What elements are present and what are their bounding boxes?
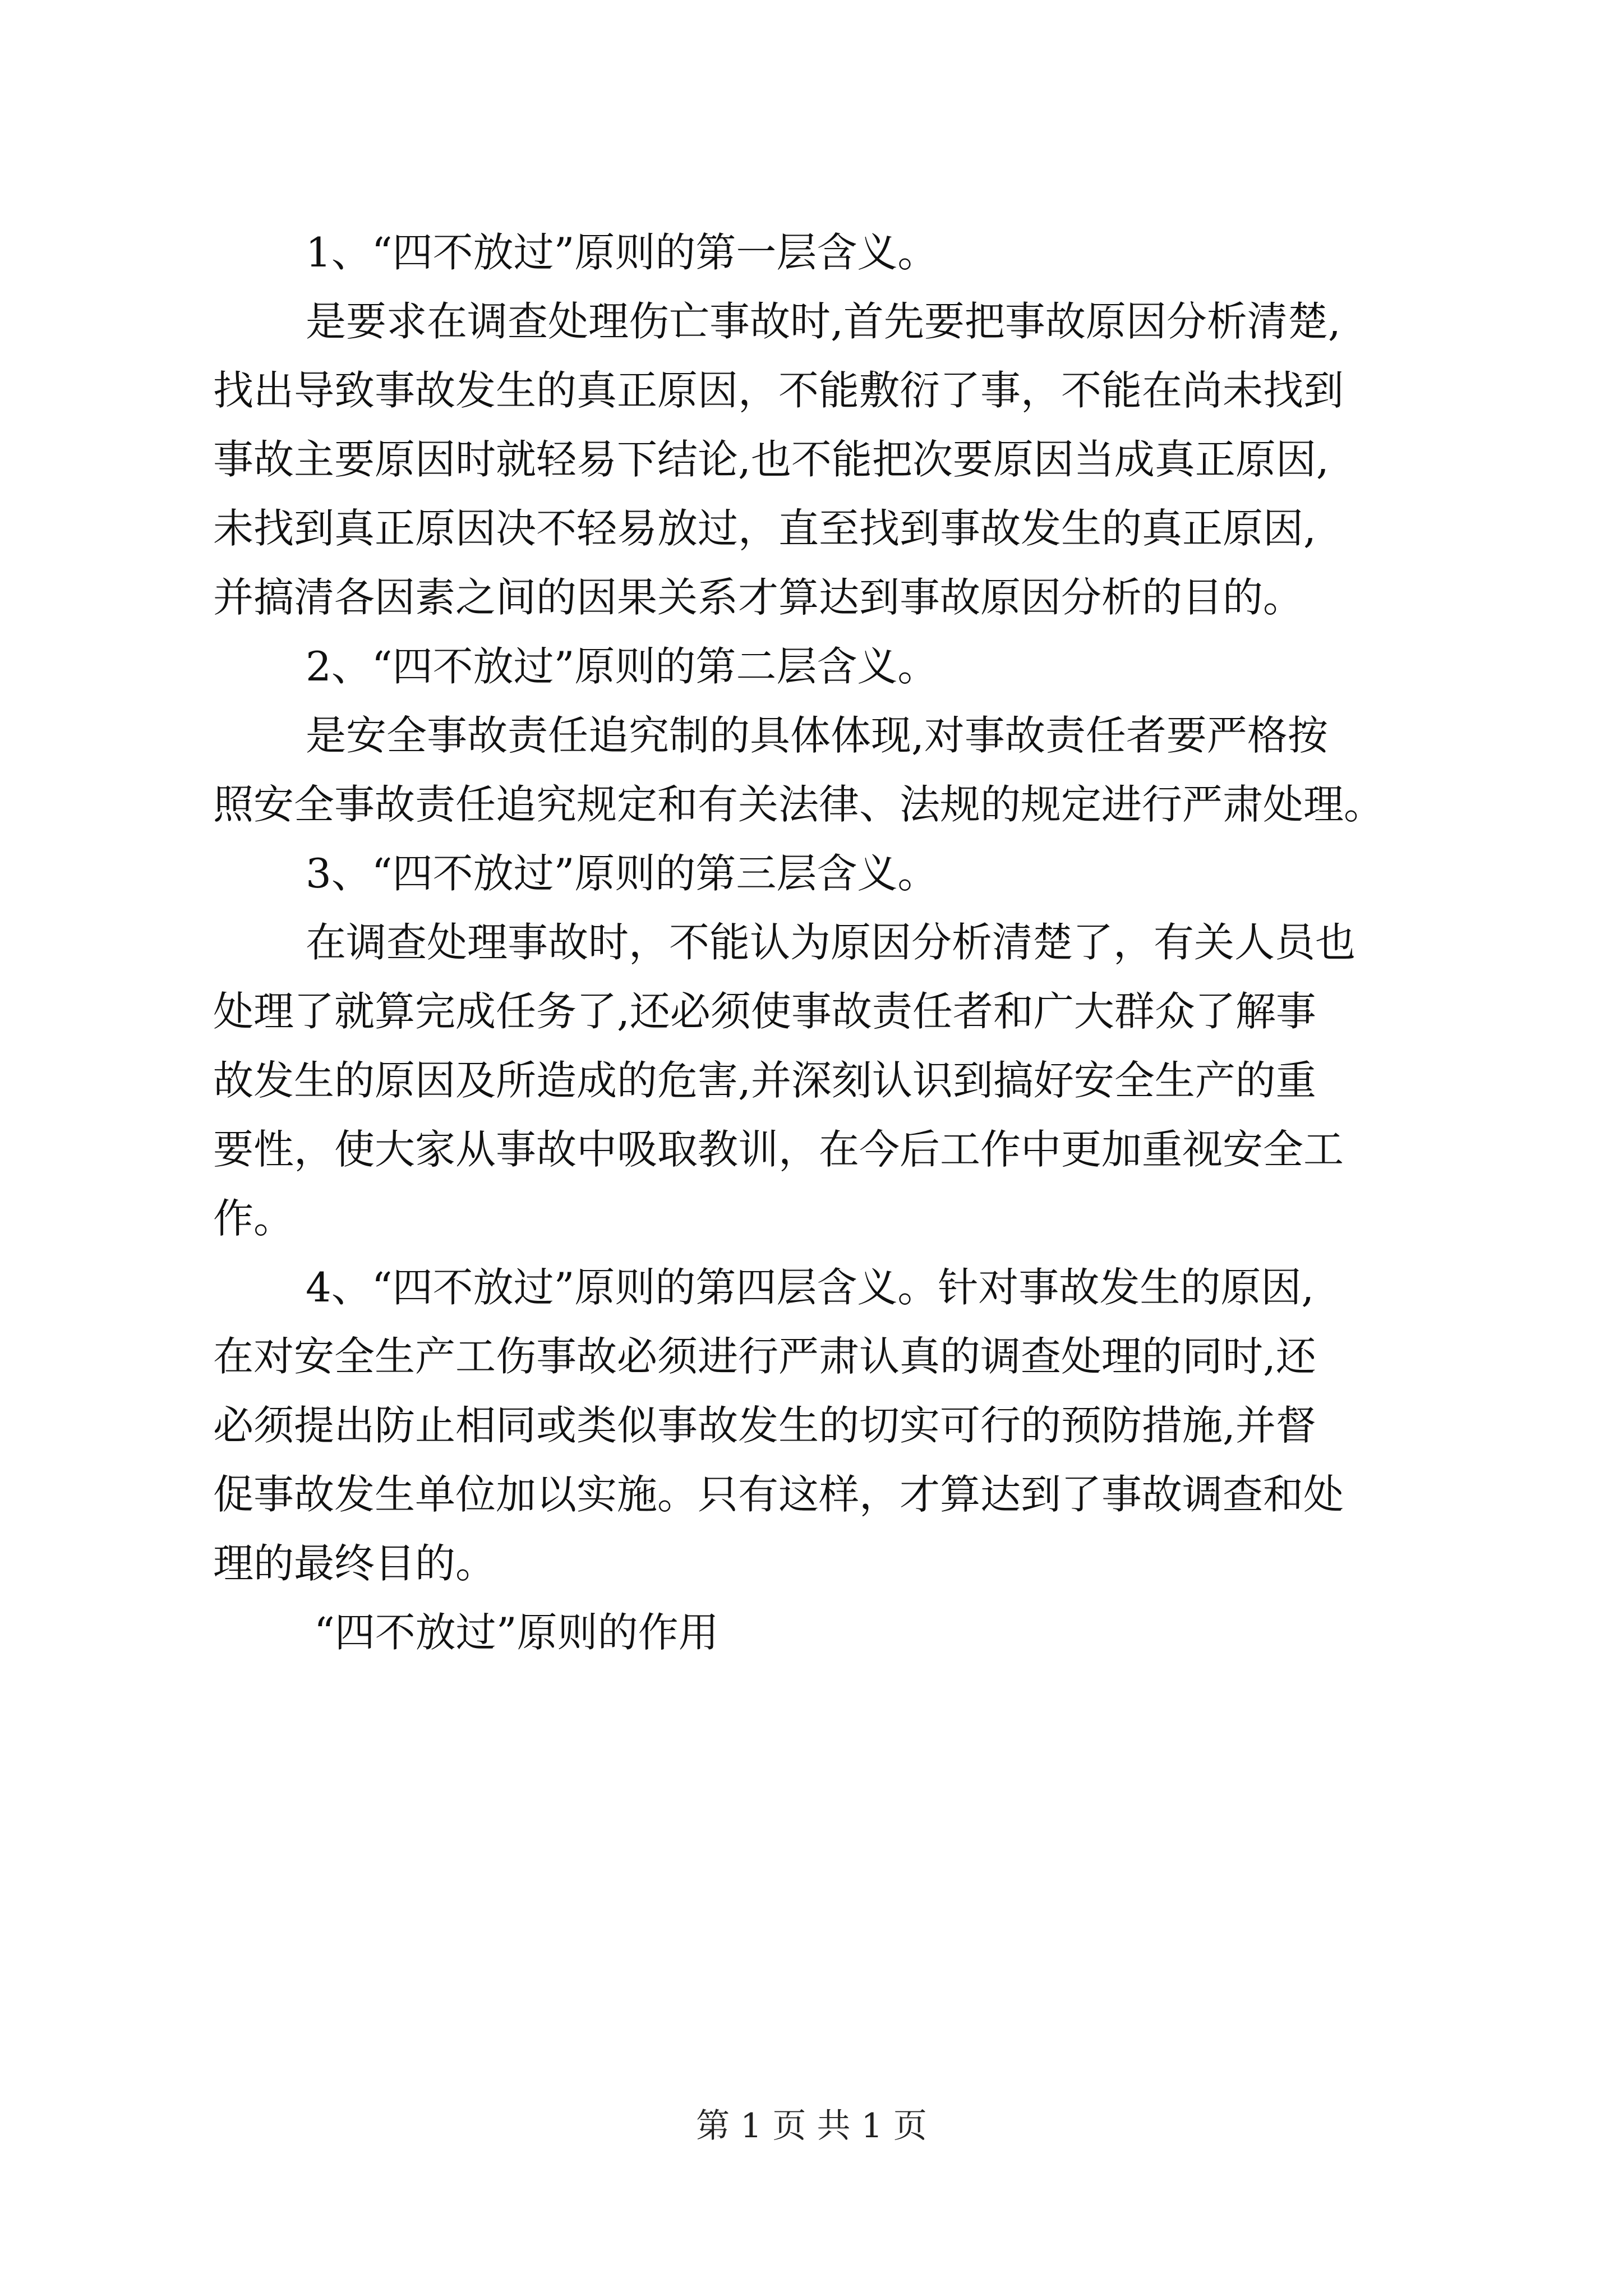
paragraph-line: 作。 bbox=[213, 1195, 294, 1242]
heading-meaning-2: 2、“四不放过”原则的第二层含义。 bbox=[306, 643, 938, 690]
heading-meaning-4: 4、“四不放过”原则的第四层含义。针对事故发生的原因, bbox=[306, 1264, 1315, 1311]
paragraph-line: 是要求在调查处理伤亡事故时,首先要把事故原因分析清楚, bbox=[306, 298, 1341, 345]
paragraph-line: 找出导致事故发生的真正原因，不能敷衍了事，不能在尚未找到 bbox=[213, 367, 1344, 414]
page-footer: 第 1 页 共 1 页 bbox=[696, 2106, 927, 2146]
paragraph-line: 是安全事故责任追究制的具体体现,对事故责任者要严格按 bbox=[306, 712, 1328, 759]
section-title-effect: “四不放过”原则的作用 bbox=[314, 1609, 719, 1656]
paragraph-line: 照安全事故责任追究规定和有关法律、法规的规定进行严肃处理。 bbox=[213, 781, 1385, 828]
heading-meaning-1: 1、“四不放过”原则的第一层含义。 bbox=[306, 229, 938, 276]
heading-meaning-3: 3、“四不放过”原则的第三层含义。 bbox=[306, 850, 938, 897]
paragraph-line: 故发生的原因及所造成的危害,并深刻认识到搞好安全生产的重 bbox=[213, 1057, 1316, 1104]
paragraph-line: 事故主要原因时就轻易下结论,也不能把次要原因当成真正原因, bbox=[213, 436, 1329, 483]
paragraph-line: 在调查处理事故时，不能认为原因分析清楚了，有关人员也 bbox=[306, 919, 1356, 966]
paragraph-line: 必须提出防止相同或类似事故发生的切实可行的预防措施,并督 bbox=[213, 1402, 1316, 1449]
paragraph-line: 并搞清各因素之间的因果关系才算达到事故原因分析的目的。 bbox=[213, 574, 1304, 621]
paragraph-line: 在对安全生产工伤事故必须进行严肃认真的调查处理的同时,还 bbox=[213, 1333, 1316, 1380]
paragraph-line: 未找到真正原因决不轻易放过，直至找到事故发生的真正原因, bbox=[213, 505, 1316, 552]
paragraph-line: 理的最终目的。 bbox=[213, 1540, 496, 1587]
paragraph-line: 促事故发生单位加以实施。只有这样，才算达到了事故调查和处 bbox=[213, 1471, 1344, 1518]
paragraph-line: 要性，使大家从事故中吸取教训，在今后工作中更加重视安全工 bbox=[213, 1126, 1344, 1173]
paragraph-line: 处理了就算完成任务了,还必须使事故责任者和广大群众了解事 bbox=[213, 988, 1316, 1035]
